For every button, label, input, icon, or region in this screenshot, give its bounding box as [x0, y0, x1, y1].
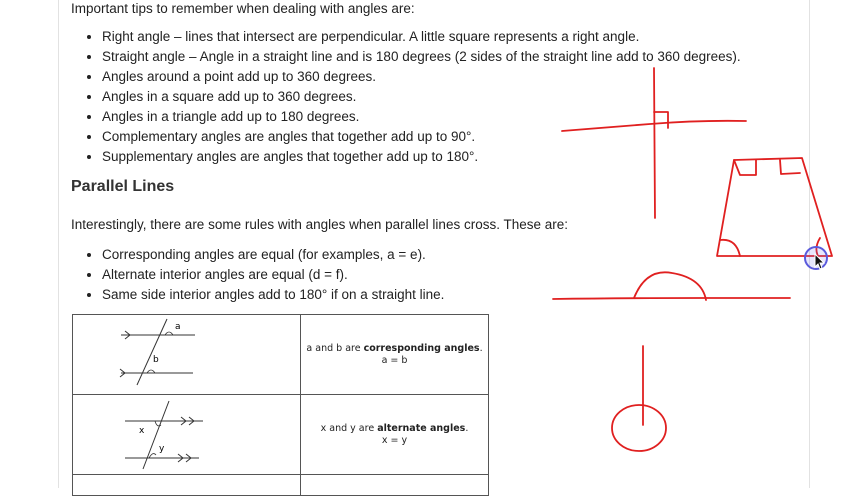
desc-suffix: . [465, 422, 469, 434]
corresponding-angles-figure [73, 315, 301, 395]
corner-mark-stroke [780, 160, 800, 174]
tip-item: • Supplementary angles are angles that together add up to 180°. [102, 147, 741, 167]
table-row [73, 475, 489, 496]
rule-item: • Alternate interior angles are equal (d = f). [102, 265, 444, 285]
angle-label-a: a [175, 322, 181, 332]
angles-table [72, 314, 489, 496]
tip-item: • Straight angle – Angle in a straight line and is 180 degrees (2 sides of the straight line add to 360 degrees). [102, 47, 741, 67]
desc-equation: a = b [381, 354, 408, 366]
desc-prefix: x and y are [320, 422, 378, 434]
angle-label-b: b [153, 355, 159, 365]
corner-mark-stroke [720, 240, 740, 256]
trapezoid-stroke [717, 158, 832, 256]
straight-line-stroke [553, 298, 790, 299]
tip-item: • Complementary angles are angles that together add up to 90°. [102, 127, 741, 147]
alternate-angles-figure [73, 395, 301, 475]
corresponding-angles-description [301, 315, 489, 395]
desc-equation: x = y [381, 434, 408, 446]
angle-label-y: y [159, 444, 165, 454]
rule-item: • Same side interior angles add to 180° if on a straight line. [102, 285, 444, 305]
right-angle-square-stroke [654, 112, 668, 128]
table-cell-empty [301, 475, 489, 496]
rule-item: • Corresponding angles are equal (for examples, a = e). [102, 245, 444, 265]
tip-item: • Right angle – lines that intersect are perpendicular. A little square represents a right angle. [102, 27, 741, 47]
semicircle-stroke [634, 272, 706, 300]
rules-list [71, 245, 444, 305]
tip-item: • Angles in a square add up to 360 degrees. [102, 87, 741, 107]
table-row [73, 395, 489, 475]
pointer-cursor-icon [803, 245, 831, 273]
desc-prefix: a and b are [306, 342, 364, 354]
table-cell-empty [73, 475, 301, 496]
section-heading: Parallel Lines [71, 178, 175, 195]
desc-term: alternate angles [377, 422, 466, 434]
intro-text: Important tips to remember when dealing with angles are: [71, 1, 415, 16]
corner-mark-stroke [734, 160, 756, 175]
alternate-angles-description [301, 395, 489, 475]
table-row [73, 315, 489, 395]
tip-item: • Angles around a point add up to 360 degrees. [102, 67, 741, 87]
corresponding-angles-diagram [73, 315, 300, 391]
tip-item: • Angles in a triangle add up to 180 degrees. [102, 107, 741, 127]
angle-label-x: x [139, 426, 145, 436]
desc-suffix: . [479, 342, 483, 354]
section-intro: Interestingly, there are some rules with angles when parallel lines cross. These are: [71, 217, 568, 232]
desc-term: corresponding angles [363, 342, 480, 354]
alternate-angles-diagram [73, 395, 300, 471]
circle-stroke [612, 405, 666, 451]
vertical-line-stroke [654, 68, 655, 218]
